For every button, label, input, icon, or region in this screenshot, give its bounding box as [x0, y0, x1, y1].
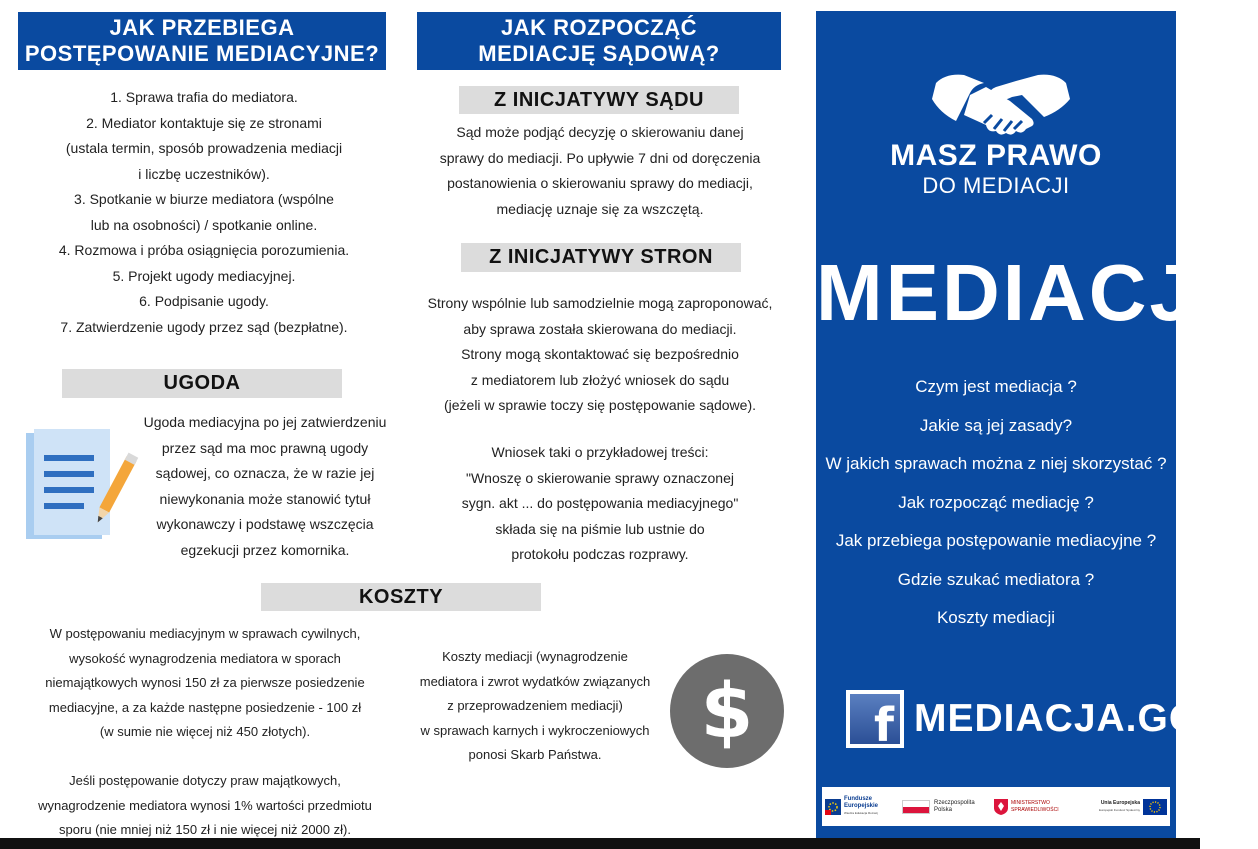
process-steps: [20, 85, 388, 340]
property-line: sporu (nie mniej niż 150 zł i nie więcej niż 2000 zł).: [59, 822, 351, 837]
ugoda-text: [130, 410, 400, 563]
ministerstwo-logo: [994, 799, 1086, 815]
bottom-edge-bar: [0, 838, 1200, 849]
civil-line: mediacyjne, a za każde następne posiedzenie - 100 zł: [48, 699, 362, 715]
col2-title: [417, 12, 781, 70]
dollar-symbol: $: [700, 666, 754, 755]
fe-line2: Europejskie: [844, 803, 879, 809]
criminal-line: ponosi Skarb Państwa.: [468, 747, 602, 762]
col2-title-line2: MEDIACJĘ SĄDOWĄ?: [478, 41, 720, 66]
question-item: Jak przebiega postępowanie mediacyjne ?: [835, 531, 1157, 550]
step-line: 7. Zatwierdzenie ugody przez sąd (bezpłatne).: [60, 318, 348, 335]
question-item: Czym jest mediacja ?: [915, 377, 1077, 396]
request-line: "Wnoszę o skierowanie sprawy oznaczonej: [466, 469, 734, 486]
civil-line: (w sumie nie więcej niż 450 złotych).: [99, 724, 311, 739]
fe-line1: Fundusze: [844, 796, 872, 802]
court-line: Sąd może podjąć decyzję o skierowaniu danej: [456, 124, 744, 140]
main-title: MEDIACJA: [816, 248, 1258, 337]
col1-title: [18, 12, 386, 70]
court-initiative-text: [418, 120, 782, 222]
fundusze-europejskie-logo: [822, 796, 902, 817]
step-line: 1. Sprawa trafia do mediatora.: [110, 89, 298, 105]
request-line: sygn. akt ... do postępowania mediacyjnego": [461, 495, 739, 511]
rp-line2: Polska: [934, 806, 953, 813]
parties-line: Strony mogą skontaktować się bezpośrednio: [461, 346, 739, 362]
col2-title-line1: JAK ROZPOCZĄĆ: [501, 15, 697, 40]
col1-title-line1: JAK PRZEBIEGA: [109, 15, 295, 40]
costs-property-text: [10, 769, 400, 843]
col1-title-line2: POSTĘPOWANIE MEDIACYJNE?: [24, 41, 380, 66]
step-line: 4. Rozmowa i próba osiągnięcia porozumienia.: [58, 242, 350, 258]
question-item: Jakie są jej zasady?: [919, 415, 1073, 435]
dollar-coin-icon: [670, 654, 784, 768]
funding-logos-strip: [822, 787, 1170, 826]
parties-line: Strony wspólnie lub samodzielnie mogą zaproponować,: [427, 295, 773, 311]
question-list: [816, 368, 1176, 638]
request-line: protokołu podczas rozprawy.: [511, 546, 689, 562]
costs-criminal-text: [395, 645, 675, 768]
slogan-line2: DO MEDIACJI: [922, 173, 1070, 198]
ms-line1: MINISTERSTWO: [1011, 799, 1050, 806]
website-label[interactable]: MEDIACJA.GOV: [914, 697, 1228, 740]
civil-line: W postępowaniu mediacyjnym w sprawach cywilnych,: [49, 626, 361, 641]
step-line: 6. Podpisanie ugody.: [139, 293, 269, 309]
fe-mark-icon: [825, 799, 841, 815]
request-line: składa się na piśmie lub ustnie do: [495, 520, 705, 537]
ugoda-line: przez sąd ma moc prawną ugody: [161, 439, 369, 456]
rp-line1: Rzeczpospolita: [934, 799, 975, 806]
question-item: Jak rozpocząć mediację ?: [898, 492, 1094, 512]
ugoda-line: sądowej, co oznacza, że w razie jej: [155, 465, 375, 481]
step-line: 2. Mediator kontaktuje się ze stronami: [86, 114, 322, 131]
criminal-line: z przeprowadzeniem mediacji): [447, 698, 623, 713]
property-line: Jeśli postępowanie dotyczy praw majątkowych,: [69, 773, 341, 788]
request-example-text: [418, 440, 782, 568]
civil-line: niemajątkowych wynosi 150 zł za pierwsze posiedzenie: [45, 675, 365, 690]
ms-line2: SPRAWIEDLIWOŚCI: [1011, 806, 1059, 813]
parties-initiative-text: [418, 291, 782, 419]
costs-civil-text: [10, 622, 400, 745]
document-pen-icon: [22, 425, 138, 543]
ugoda-heading: UGODA: [62, 369, 342, 398]
ugoda-line: Ugoda mediacyjna po jej zatwierdzeniu: [143, 414, 387, 430]
criminal-line: mediatora i zwrot wydatków związanych: [419, 673, 651, 689]
question-item: Gdzie szukać mediatora ?: [897, 569, 1095, 589]
court-line: mediację uznaje się za wszczętą.: [496, 200, 704, 217]
cover-panel: [816, 11, 1258, 838]
handshake-icon: [926, 63, 1076, 143]
ugoda-line: niewykonania może stanowić tytuł: [159, 490, 371, 507]
request-line: Wniosek taki o przykładowej treści:: [491, 444, 709, 460]
criminal-line: w sprawach karnych i wykroczeniowych: [420, 722, 650, 738]
ugoda-line: wykonawczy i podstawę wszczęcia: [156, 516, 374, 532]
question-item: Koszty mediacji: [936, 608, 1056, 627]
facebook-icon[interactable]: [846, 690, 904, 752]
court-initiative-heading: Z INICJATYWY SĄDU: [459, 86, 739, 114]
slogan-line1: MASZ PRAWO: [890, 139, 1102, 172]
step-line: (ustala termin, sposób prowadzenia mediacji: [65, 140, 343, 156]
question-item: W jakich sprawach można z niej skorzystać ?: [825, 454, 1167, 473]
eagle-emblem-icon: [994, 799, 1008, 815]
ugoda-line: egzekucji przez komornika.: [180, 541, 350, 558]
step-line: 5. Projekt ugody mediacyjnej.: [112, 267, 296, 284]
court-line: postanowienia o skierowaniu sprawy do mediacji,: [447, 175, 753, 191]
polish-flag-icon: [902, 800, 930, 814]
costs-heading: KOSZTY: [261, 583, 541, 611]
eu-flag-icon: [1143, 799, 1167, 815]
parties-line: z mediatorem lub złożyć wniosek do sądu: [470, 371, 730, 388]
ue-line1: Unia Europejska: [1100, 799, 1140, 806]
unia-europejska-logo: [1086, 799, 1170, 815]
step-line: i liczbę uczestników).: [138, 165, 270, 182]
property-line: wynagrodzenie mediatora wynosi 1% wartości przedmiotu: [38, 797, 372, 813]
step-line: 3. Spotkanie w biurze mediatora (wspólne: [74, 191, 334, 207]
parties-initiative-heading: Z INICJATYWY STRON: [461, 243, 741, 272]
facebook-letter: f: [873, 698, 894, 752]
parties-line: aby sprawa została skierowana do mediacji.: [463, 320, 737, 337]
ue-line2: Europejski Fundusz Społeczny: [1098, 807, 1140, 812]
civil-line: wysokość wynagrodzenia mediatora w sporach: [69, 650, 341, 666]
step-line: lub na osobności) / spotkanie online.: [90, 216, 318, 233]
criminal-line: Koszty mediacji (wynagrodzenie: [442, 649, 628, 664]
court-line: sprawy do mediacji. Po upływie 7 dni od doręczenia: [439, 149, 761, 166]
fe-sub: Wiedza Edukacja Rozwój: [844, 811, 878, 815]
rzeczpospolita-logo: [902, 800, 994, 814]
parties-line: (jeżeli w sprawie toczy się postępowanie sądowe).: [443, 397, 757, 413]
